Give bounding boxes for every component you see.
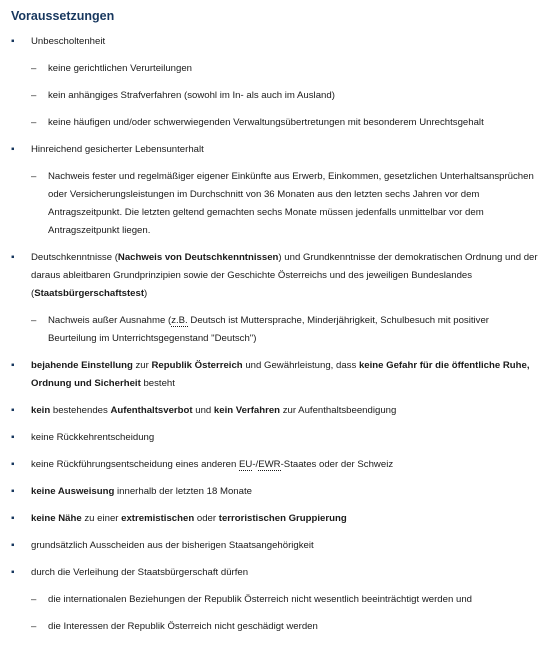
- requirement-text: [31, 564, 539, 582]
- text-segment: Deutsch ist Muttersprache, Minderjährigkeit, Schulbesuch mit positiver Beurteilung im Unterrichtsgegenstand "Deutsch"): [48, 315, 489, 344]
- requirement-text: [31, 402, 539, 420]
- text-segment: -Staates oder der Schweiz: [280, 459, 394, 470]
- text-segment: die Interessen der Republik Österreich nicht geschädigt werden: [48, 621, 318, 632]
- dash-icon: –: [31, 621, 37, 632]
- requirement-text: [31, 249, 539, 303]
- bullet-icon: ▪: [11, 513, 15, 524]
- requirement-text: [31, 33, 539, 51]
- text-segment: zur Aufenthaltsbeendigung: [280, 405, 397, 416]
- text-segment: oder: [194, 513, 219, 524]
- requirement-item: [0, 33, 549, 132]
- requirement-text: [31, 141, 539, 159]
- sub-requirements-list: [31, 60, 539, 132]
- sub-requirement-text: [48, 618, 539, 636]
- text-segment: kein anhängiges Strafverfahren (sowohl im In- als auch im Ausland): [48, 90, 335, 101]
- text-segment: keine Rückkehrentscheidung: [31, 432, 155, 443]
- sub-requirement-item: [31, 591, 539, 609]
- sub-requirement-text: [48, 114, 539, 132]
- text-segment: Nachweis außer Ausnahme (: [48, 315, 172, 326]
- abbreviation: z.B.: [171, 315, 188, 326]
- section-heading: Voraussetzungen: [11, 9, 115, 23]
- text-segment: die internationalen Beziehungen der Republik Österreich nicht wesentlich beeinträchtigt werden und: [48, 594, 472, 605]
- text-segment: -/: [252, 459, 259, 470]
- requirement-item: [0, 483, 549, 501]
- bold-text: keine Nähe: [31, 513, 82, 524]
- bullet-icon: ▪: [11, 36, 15, 47]
- text-segment: zu einer: [81, 513, 122, 524]
- bullet-icon: ▪: [11, 567, 15, 578]
- bullet-icon: ▪: [11, 432, 15, 443]
- sub-requirement-item: [31, 60, 539, 78]
- text-segment: ) und Grundkenntnisse der demokratischen Ordnung und der daraus ableitbaren Grundprinzipien sowie der Geschichte Österreichs und des jeweiligen Bundeslandes (: [31, 252, 538, 299]
- sub-requirement-item: [31, 618, 539, 636]
- requirements-list: [0, 33, 549, 645]
- requirement-item: [0, 249, 549, 348]
- requirement-item: [0, 357, 549, 393]
- text-segment: keine Rückführungsentscheidung eines anderen: [31, 459, 240, 470]
- requirement-item: [0, 402, 549, 420]
- text-segment: keine gerichtlichen Verurteilungen: [48, 63, 192, 74]
- text-segment: und: [192, 405, 214, 416]
- bullet-icon: ▪: [11, 540, 15, 551]
- requirement-item: [0, 537, 549, 555]
- text-segment: ): [144, 288, 148, 299]
- sub-requirements-list: [31, 168, 539, 240]
- text-segment: Hinreichend gesicherter Lebensunterhalt: [31, 144, 204, 155]
- requirement-text: [31, 357, 539, 393]
- bold-text: terroristischen Gruppierung: [218, 513, 347, 524]
- bold-text: kein: [31, 405, 51, 416]
- bold-text: keine Gefahr für die öffentliche Ruhe, Ordnung und Sicherheit: [31, 360, 530, 389]
- requirement-text: [31, 429, 539, 447]
- text-segment: keine häufigen und/oder schwerwiegenden Verwaltungsübertretungen mit besonderem Unrechtsgehalt: [48, 117, 484, 128]
- dash-icon: –: [31, 315, 37, 326]
- sub-requirement-text: [48, 168, 539, 240]
- text-segment: zur: [132, 360, 152, 371]
- bullet-icon: ▪: [11, 459, 15, 470]
- dash-icon: –: [31, 117, 37, 128]
- abbreviation: EWR: [258, 459, 281, 470]
- text-segment: Unbescholtenheit: [31, 36, 106, 47]
- dash-icon: –: [31, 171, 37, 182]
- bold-text: Nachweis von Deutschkenntnissen: [117, 252, 279, 263]
- requirement-item: [0, 564, 549, 636]
- text-segment: bestehendes: [50, 405, 111, 416]
- dash-icon: –: [31, 90, 37, 101]
- text-segment: besteht: [140, 378, 175, 389]
- bold-text: Republik Österreich: [151, 360, 243, 371]
- sub-requirement-text: [48, 87, 539, 105]
- text-segment: durch die Verleihung der Staatsbürgerschaft dürfen: [31, 567, 249, 578]
- requirement-item: [0, 429, 549, 447]
- bullet-icon: ▪: [11, 360, 15, 371]
- requirement-text: [31, 456, 539, 474]
- sub-requirement-item: [31, 114, 539, 132]
- bold-text: kein Verfahren: [213, 405, 281, 416]
- text-segment: innerhalb der letzten 18 Monate: [114, 486, 252, 497]
- text-segment: Nachweis fester und regelmäßiger eigener Einkünfte aus Erwerb, Einkommen, gesetzlichen Unterhaltsansprüchen oder Versicherungsleistungen im Durchschnitt von 36 Monaten aus den letzten sechs Jahren vor dem Antragszeitpunkt. Die letzten geltend gemachten sechs Monate müssen jedenfalls unmittelbar vor dem Antragszeitpunkt liegen.: [48, 171, 534, 236]
- sub-requirement-text: [48, 312, 539, 348]
- bullet-icon: ▪: [11, 252, 15, 263]
- bullet-icon: ▪: [11, 144, 15, 155]
- bullet-icon: ▪: [11, 486, 15, 497]
- abbreviation: EU: [239, 459, 253, 470]
- requirement-text: [31, 510, 539, 528]
- bold-text: Aufenthaltsverbot: [110, 405, 193, 416]
- bold-text: bejahende Einstellung: [31, 360, 133, 371]
- text-segment: grundsätzlich Ausscheiden aus der bisherigen Staatsangehörigkeit: [31, 540, 314, 551]
- sub-requirement-text: [48, 60, 539, 78]
- sub-requirement-item: [31, 312, 539, 348]
- sub-requirement-item: [31, 87, 539, 105]
- dash-icon: –: [31, 594, 37, 605]
- requirement-text: [31, 537, 539, 555]
- text-segment: Deutschkenntnisse (: [31, 252, 118, 263]
- bold-text: extremistischen: [121, 513, 195, 524]
- sub-requirement-item: [31, 168, 539, 240]
- requirement-text: [31, 483, 539, 501]
- sub-requirement-text: [48, 591, 539, 609]
- bullet-icon: ▪: [11, 405, 15, 416]
- bold-text: keine Ausweisung: [31, 486, 115, 497]
- requirement-item: [0, 510, 549, 528]
- bold-text: Staatsbürgerschaftstest: [34, 288, 145, 299]
- requirement-item: [0, 456, 549, 474]
- sub-requirements-list: [31, 591, 539, 636]
- sub-requirements-list: [31, 312, 539, 348]
- requirement-item: [0, 141, 549, 240]
- dash-icon: –: [31, 63, 37, 74]
- text-segment: und Gewährleistung, dass: [242, 360, 359, 371]
